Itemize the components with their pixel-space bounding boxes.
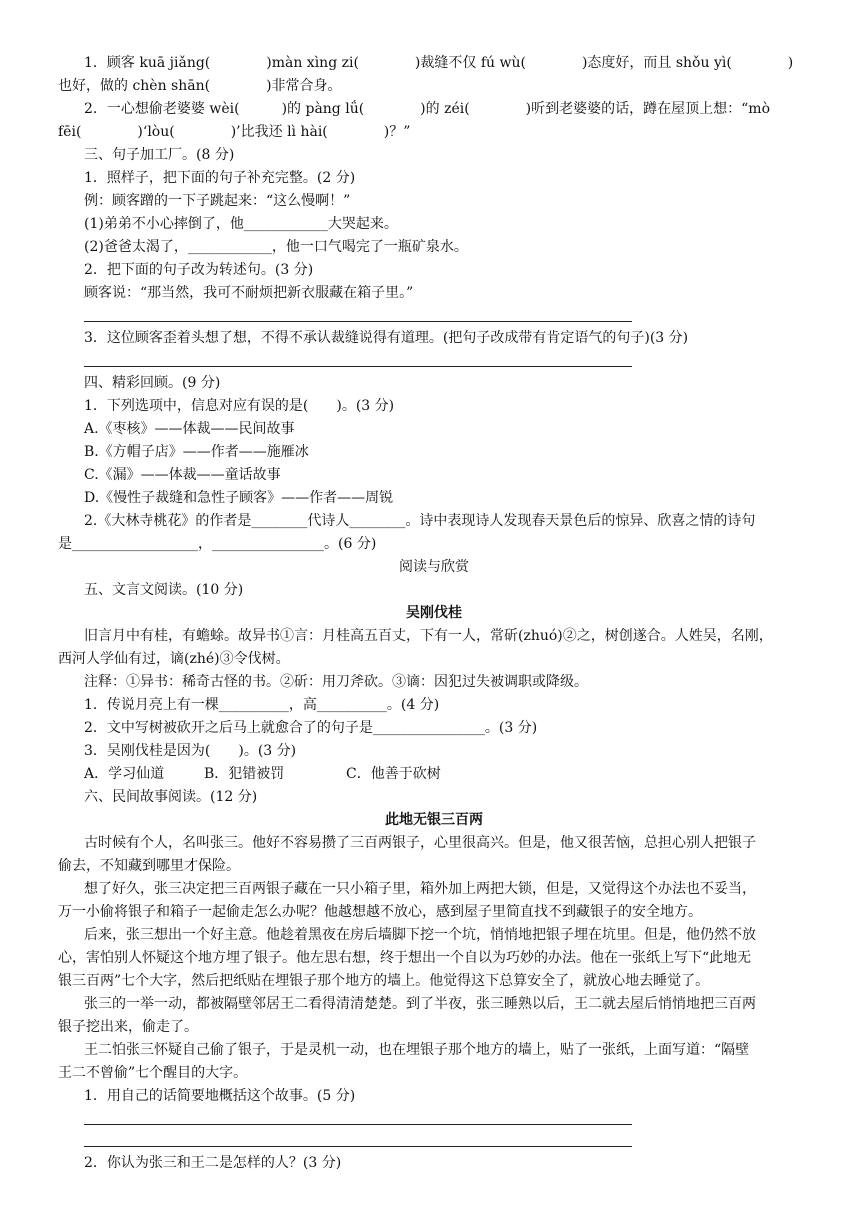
story-line: 银子挖出来，偷走了。 [58, 1019, 198, 1035]
s4-question-2-line2: 是__________________，________________。(6 分) [58, 536, 377, 552]
story-line: 张三的一举一动，都被隔壁邻居王二看得清清楚楚。到了半夜，张三睡熟以后，王二就去屋后悄悄地把三百两 [84, 996, 756, 1012]
s3-item-2: (2)爸爸太渴了，____________，他一口气喝完了一瓶矿泉水。 [84, 239, 468, 255]
s6-question-2: 2．你认为张三和王二是怎样的人？(3 分) [84, 1155, 342, 1171]
s4-option-c: C.《漏》——体裁——童话故事 [84, 467, 281, 483]
s4-question-1: 1．下列选项中，信息对应有误的是( )。(3 分) [84, 398, 395, 414]
s5-question-1: 1．传说月亮上有一棵__________，高__________。(4 分) [84, 697, 440, 713]
section-3-heading: 三、句子加工厂。(8 分) [84, 147, 235, 163]
story-line: 王二不曾偷”七个醒目的大字。 [58, 1065, 248, 1081]
section-4-heading: 四、精彩回顾。(9 分) [84, 375, 221, 391]
pinyin-q2-line2: fēi( )‘lòu( )’比我还 lì hài( )？” [58, 124, 411, 140]
passage-notes: 注释：①异书：稀奇古怪的书。②斫：用刀斧砍。③谪：因犯过失被调职或降级。 [84, 674, 588, 690]
section-6-heading: 六、民间故事阅读。(12 分) [84, 789, 258, 805]
s5-question-3: 3．吴刚伐桂是因为( )。(3 分) [84, 743, 297, 759]
s5-question-2: 2．文中写树被砍开之后马上就愈合了的句子是________________。(3 分) [84, 720, 538, 736]
story-line: 古时候有个人，名叫张三。他好不容易攒了三百两银子，心里很高兴。但是，他又很苦恼，总担心别人把银子 [84, 835, 756, 851]
s3-question-2: 2．把下面的句子改为转述句。(3 分) [84, 262, 314, 278]
answer-line[interactable] [84, 1130, 632, 1147]
s3-question-1: 1．照样子，把下面的句子补充完整。(2 分) [84, 170, 356, 186]
s3-example: 例：顾客蹭的一下子跳起来：“这么慢啊！” [84, 193, 351, 209]
s3-question-3: 3．这位顾客歪着头想了想，不得不承认裁缝说得有道理。(把句子改成带有肯定语气的句子)(3 分) [84, 330, 689, 346]
s4-option-b: B.《方帽子店》——作者——施雁冰 [84, 444, 309, 460]
part-heading: 阅读与欣赏 [399, 559, 469, 575]
story-line: 王二怕张三怀疑自己偷了银子，于是灵机一动，也在埋银子那个地方的墙上，贴了一张纸，上面写道：“隔壁 [84, 1042, 750, 1058]
story-line: 偷去，不知藏到哪里才保险。 [58, 858, 240, 874]
passage-line: 西河人学仙有过，谪(zhé)③令伐树。 [58, 651, 290, 667]
s3-question-2-text: 顾客说：“那当然，我可不耐烦把新衣服藏在箱子里。” [84, 285, 414, 301]
pinyin-q1-line1: 1．顾客 kuā jiǎng( )màn xìng zi( )裁缝不仅 fú wù( )态度好，而且 shǒu yì( ) [84, 55, 794, 71]
option-a[interactable]: A．学习仙道 [84, 766, 165, 782]
s4-option-a: A.《枣核》——体裁——民间故事 [84, 421, 295, 437]
pinyin-q1-line2: 也好，做的 chèn shān( )非常合身。 [58, 78, 342, 94]
s4-option-d: D.《慢性子裁缝和急性子顾客》——作者——周锐 [84, 490, 394, 506]
answer-line[interactable] [84, 305, 632, 322]
passage-title: 吴刚伐桂 [406, 605, 462, 621]
story-line: 想了好久，张三决定把三百两银子藏在一只小箱子里，箱外加上两把大锁，但是，又觉得这个办法也不妥当， [84, 881, 756, 897]
story-line: 心，害怕别人怀疑这个地方埋了银子。他左思右想，终于想出一个自以为巧妙的办法。他在一张纸上写下“此地无 [58, 950, 752, 966]
worksheet-page [58, 52, 810, 1175]
option-c[interactable]: C．他善于砍树 [346, 766, 441, 782]
option-b[interactable]: B．犯错被罚 [204, 766, 285, 782]
story-line: 万一小偷将银子和箱子一起偷走怎么办呢？他越想越不放心，感到屋子里简直找不到藏银子的安全地方。 [58, 904, 702, 920]
answer-line[interactable] [84, 350, 632, 367]
pinyin-q2-line1: 2．一心想偷老婆婆 wèi( )的 pàng lǘ( )的 zéi( )听到老婆婆的话，蹲在屋顶上想：“mò [84, 101, 771, 117]
passage-line: 旧言月中有桂，有蟾蜍。故异书①言：月桂高五百丈，下有一人，常斫(zhuó)②之，树创遂合。人姓吴，名刚， [84, 628, 773, 644]
s4-question-2-line1: 2.《大林寺桃花》的作者是________代诗人________。诗中表现诗人发现春天景色后的惊异、欣喜之情的诗句 [84, 513, 756, 529]
s3-item-1: (1)弟弟不小心摔倒了，他____________大哭起来。 [84, 216, 398, 232]
story-title: 此地无银三百两 [385, 812, 483, 828]
section-5-heading: 五、文言文阅读。(10 分) [84, 582, 244, 598]
answer-line[interactable] [84, 1108, 632, 1125]
story-line: 银三百两”七个大字，然后把纸贴在埋银子那个地方的墙上。他觉得这下总算安全了，就放心地去睡觉了。 [58, 973, 710, 989]
s5-options [58, 763, 810, 786]
story-line: 后来，张三想出一个好主意。他趁着黑夜在房后墙脚下挖一个坑，悄悄地把银子埋在坑里。但是，他仍然不放 [84, 927, 756, 943]
s6-question-1: 1．用自己的话简要地概括这个故事。(5 分) [84, 1088, 356, 1104]
